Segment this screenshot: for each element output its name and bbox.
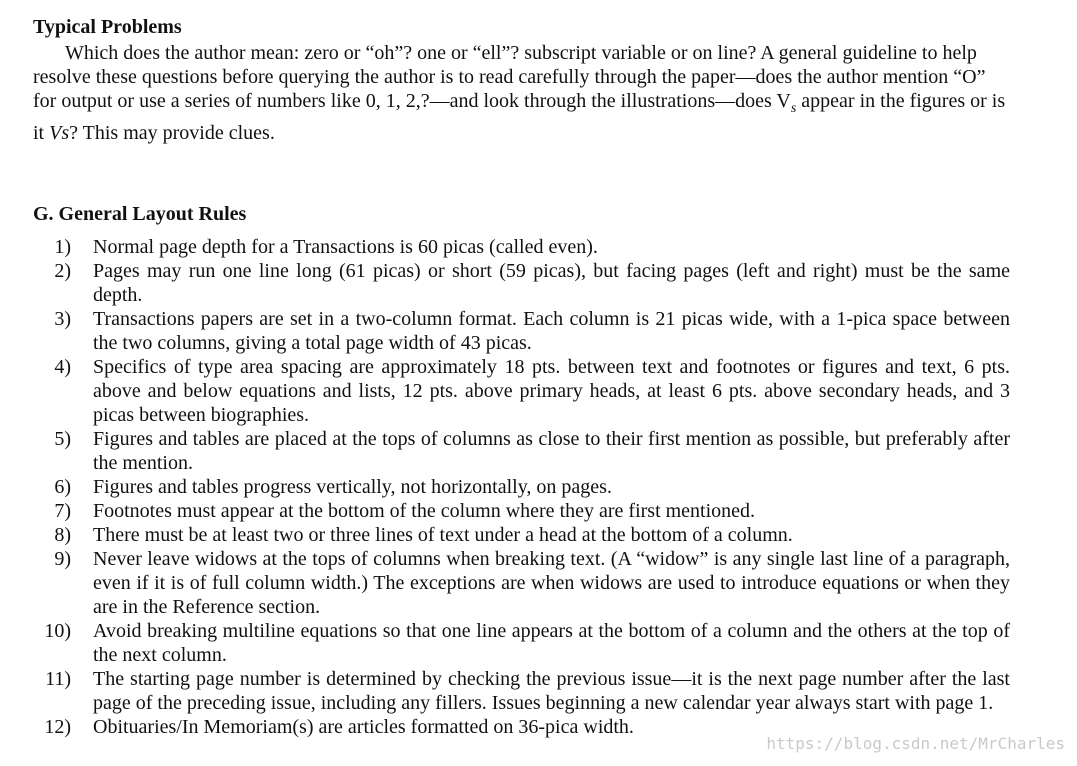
list-item-text: The starting page number is determined by checking the previous issue—it is the next page number after the last page of the preceding issue, including any fillers. Issues beginning a new calendar year always start with page 1. <box>93 668 1010 714</box>
list-item-number: 5) <box>54 428 71 450</box>
italic-vs: Vs <box>49 122 70 144</box>
list-item-number: 1) <box>54 236 71 258</box>
list-item <box>33 619 1010 667</box>
rules-list <box>33 235 1010 739</box>
list-item-number: 11) <box>45 668 71 690</box>
list-item <box>33 547 1010 619</box>
list-item <box>33 259 1010 307</box>
list-item-number: 8) <box>54 524 71 546</box>
list-item-text: Avoid breaking multiline equations so that one line appears at the bottom of a column and the others at the top of the next column. <box>93 620 1010 666</box>
document-page <box>33 14 1013 738</box>
list-item <box>33 523 1010 547</box>
list-item-number: 10) <box>44 620 71 642</box>
list-item-number: 2) <box>54 260 71 282</box>
list-item-text: Figures and tables are placed at the tops of columns as close to their first mention as possible, but preferably after the mention. <box>93 428 1010 474</box>
intro-text-end: ? This may provide clues. <box>69 122 275 144</box>
list-item-text: Footnotes must appear at the bottom of the column where they are first mentioned. <box>93 500 756 522</box>
section-title: G. General Layout Rules <box>33 203 247 225</box>
list-item-text: Normal page depth for a Transactions is 60 picas (called even). <box>93 236 598 258</box>
list-item-text: Never leave widows at the tops of columns when breaking text. (A “widow” is any single last line of a paragraph, even if it is of full column width.) The exceptions are when widows are used to introduce equations or when they are in the Reference section. <box>93 548 1010 618</box>
list-item-text: There must be at least two or three lines of text under a head at the bottom of a column. <box>93 524 793 546</box>
list-item <box>33 427 1010 475</box>
list-item <box>33 499 1010 523</box>
watermark: https://blog.csdn.net/MrCharles <box>766 734 1065 753</box>
list-item-text: Specifics of type area spacing are approximately 18 pts. between text and footnotes or figures and text, 6 pts. above and below equations and lists, 12 pts. above primary heads, at least 6 pts. above secondary heads, and 3 picas between biographies. <box>93 356 1010 426</box>
subscript-s: s <box>790 101 797 116</box>
list-item <box>33 475 1010 499</box>
intro-text: Which does the author mean: zero or “oh”? one or “ell”? subscript variable or on line? A general guideline to help resolve these questions before querying the author is to read carefully through the paper—does the author mention “O” for output or use a series of numbers like 0, 1, 2,?—and look through the illustrations—does V <box>33 42 986 112</box>
list-item-text: Transactions papers are set in a two-column format. Each column is 21 picas wide, with a 1-pica space between the two columns, giving a total page width of 43 picas. <box>93 308 1010 354</box>
list-item-number: 12) <box>44 716 71 738</box>
list-item-number: 3) <box>54 308 71 330</box>
intro-heading: Typical Problems <box>33 16 182 38</box>
list-item <box>33 355 1010 427</box>
list-item-number: 9) <box>54 548 71 570</box>
list-item-number: 6) <box>54 476 71 498</box>
list-item-text: Obituaries/In Memoriam(s) are articles formatted on 36-pica width. <box>93 716 634 738</box>
list-item <box>33 235 1010 259</box>
intro-paragraph <box>33 41 1013 145</box>
list-item-number: 4) <box>54 356 71 378</box>
list-item-text: Pages may run one line long (61 picas) or short (59 picas), but facing pages (left and right) must be the same depth. <box>93 260 1010 306</box>
intro-text-mid: appear in the figures or is it <box>33 90 1006 144</box>
list-item-number: 7) <box>54 500 71 522</box>
list-item-text: Figures and tables progress vertically, not horizontally, on pages. <box>93 476 612 498</box>
list-item <box>33 307 1010 355</box>
list-item <box>33 667 1010 715</box>
